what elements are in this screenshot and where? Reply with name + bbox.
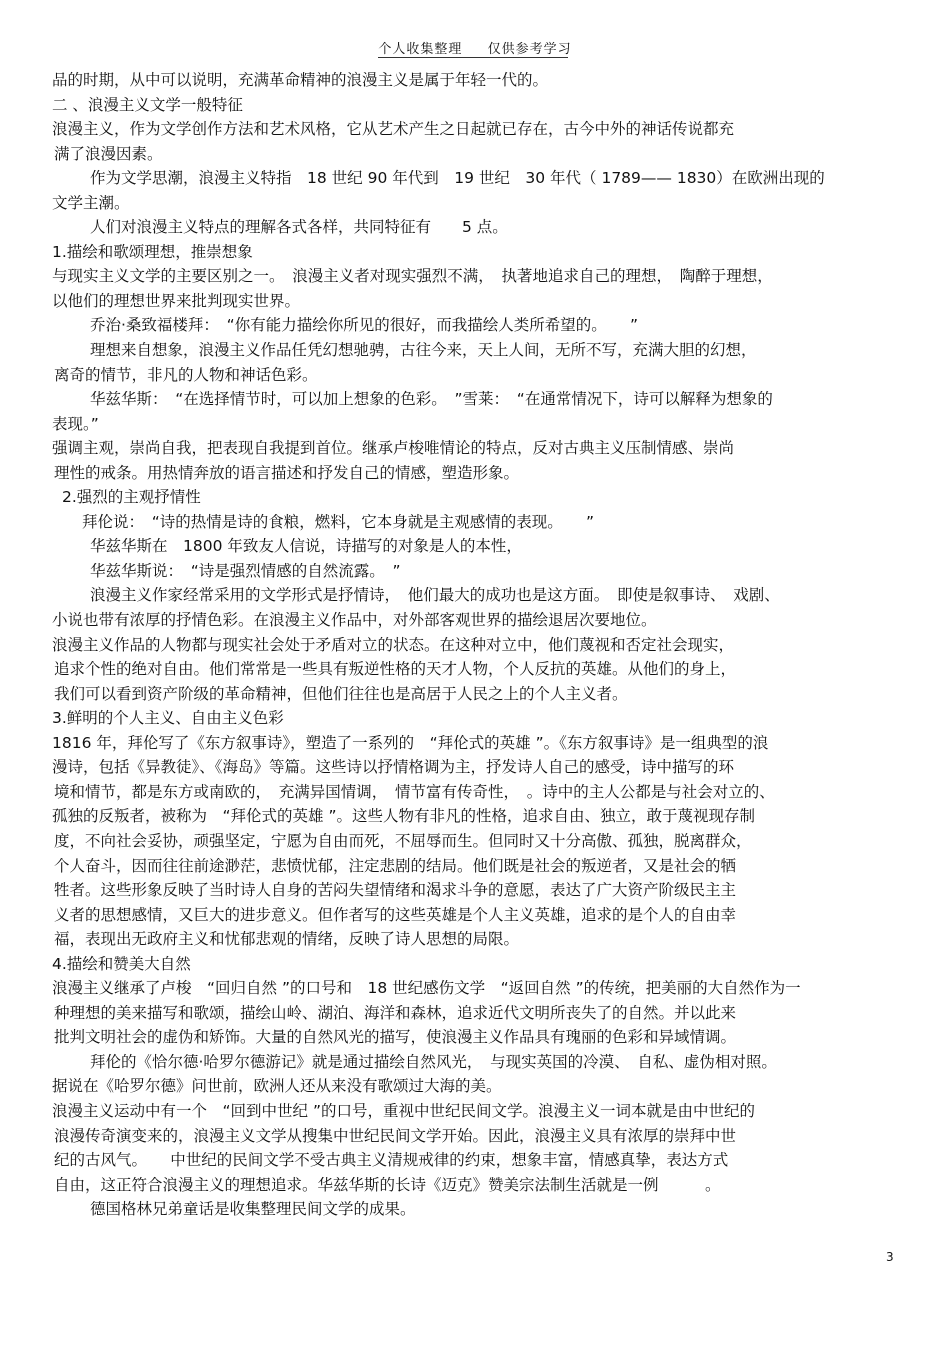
text-line: 度，不向社会妥协，顽强坚定，宁愿为自由而死，不屈辱而生。但同时又十分高傲、孤独，脱离群众， — [54, 831, 752, 850]
text-line: 离奇的情节，非凡的人物和神话色彩。 — [54, 365, 318, 384]
text-line: 强调主观，崇尚自我，把表现自我提到首位。继承卢梭唯情论的特点，反对古典主义压制情感、崇尚 — [52, 439, 735, 458]
text-line: 1816 年，拜伦写了《东方叙事诗》，塑造了一系列的 “拜伦式的英雄 ”。《东方叙事诗》是一组典型的浪 — [52, 733, 769, 752]
text-line: 据说在《哈罗尔德》问世前，欧洲人还从来没有歌颂过大海的美。 — [52, 1077, 502, 1096]
text-line: 批判文明社会的虚伪和矫饰。大量的自然风光的描写，使浪漫主义作品具有瑰丽的色彩和异域情调。 — [54, 1028, 737, 1047]
text-line: 境和情节，都是东方或南欧的， 充满异国情调， 情节富有传奇性， 。诗中的主人公都是与社会对立的、 — [54, 782, 775, 801]
text-line: 种理想的美来描写和歌颂，描绘山岭、湖泊、海洋和森林，追求近代文明所丧失了的自然。并以此来 — [54, 1003, 737, 1022]
text-line: 浪漫传奇演变来的，浪漫主义文学从搜集中世纪民间文学开始。因此，浪漫主义具有浓厚的崇拜中世 — [54, 1126, 737, 1145]
text-line: 浪漫主义作品的人物都与现实社会处于矛盾对立的状态。在这种对立中，他们蔑视和否定社会现实， — [52, 635, 735, 654]
page-number: 3 — [886, 1250, 894, 1264]
text-line: 表现。” — [52, 414, 99, 433]
text-line: 德国格林兄弟童话是收集整理民间文学的成果。 — [90, 1200, 416, 1219]
text-line: 二 、浪漫主义文学一般特征 — [52, 95, 243, 114]
text-line: 文学主潮。 — [52, 193, 130, 212]
text-line: 纪的古风气。 中世纪的民间文学不受古典主义清规戒律的约束，想象丰富，情感真挚，表达方式 — [54, 1151, 729, 1170]
text-line: 拜伦说： “诗的热情是诗的食粮，燃料，它本身就是主观感情的表现。 ” — [82, 512, 595, 531]
text-line: 浪漫主义作家经常采用的文学形式是抒情诗， 他们最大的成功也是这方面。 即使是叙事诗、 戏剧、 — [90, 586, 780, 605]
text-line: 拜伦的《恰尔德·哈罗尔德游记》就是通过描绘自然风光， 与现实英国的冷漠、 自私、虚伪相对照。 — [90, 1052, 777, 1071]
text-line: 自由，这正符合浪漫主义的理想追求。华兹华斯的长诗《迈克》赞美宗法制生活就是一例 。 — [54, 1175, 721, 1194]
text-line: 以他们的理想世界来批判现实世界。 — [52, 291, 301, 310]
text-line: 华兹华斯在 1800 年致友人信说，诗描写的对象是人的本性， — [90, 537, 522, 556]
text-line: 孤独的反叛者，被称为 “拜伦式的英雄 ”。这些人物有非凡的性格，追求自由、独立，敢于蔑视现存制 — [52, 807, 755, 826]
text-line: 我们可以看到资产阶级的革命精神，但他们往往也是高居于人民之上的个人主义者。 — [54, 684, 628, 703]
text-line: 个人奋斗，因而往往前途渺茫，悲愤忧郁，注定悲剧的结局。他们既是社会的叛逆者，又是社会的牺 — [54, 856, 737, 875]
text-line: 华兹华斯说： “诗是强烈情感的自然流露。 ” — [90, 561, 401, 580]
text-line: 理想来自想象，浪漫主义作品任凭幻想驰骋，古往今来，天上人间，无所不写，充满大胆的幻想， — [90, 341, 757, 360]
text-line: 与现实主义文学的主要区别之一。 浪漫主义者对现实强烈不满， 执著地追求自己的理想， 陶醉于理想， — [52, 267, 773, 286]
text-line: 人们对浪漫主义特点的理解各式各样，共同特征有 5 点。 — [90, 218, 508, 237]
header-left-text: 个人收集整理 — [378, 42, 463, 57]
text-line: 2.强烈的主观抒情性 — [62, 488, 201, 507]
text-line: 浪漫主义，作为文学创作方法和艺术风格，它从艺术产生之日起就已存在，古今中外的神话传说都充 — [52, 120, 735, 139]
text-line: 品的时期，从中可以说明，充满革命精神的浪漫主义是属于年轻一代的。 — [52, 71, 549, 89]
text-line: 追求个性的绝对自由。他们常常是一些具有叛逆性格的天才人物，个人反抗的英雄。从他们的身上， — [54, 660, 737, 679]
text-line: 理性的戒条。用热情奔放的语言描述和抒发自己的情感，塑造形象。 — [54, 463, 520, 482]
text-line: 义者的思想感情，又巨大的进步意义。但作者写的这些英雄是个人主义英雄，追求的是个人的自由幸 — [54, 905, 737, 924]
text-line: 1.描绘和歌颂理想，推崇想象 — [52, 242, 253, 261]
text-line: 浪漫主义运动中有一个 “回到中世纪 ”的口号，重视中世纪民间文学。浪漫主义一词本就是由中世纪的 — [52, 1101, 755, 1120]
text-line: 4.描绘和赞美大自然 — [52, 954, 191, 973]
text-line: 牲者。这些形象反映了当时诗人自身的苦闷失望情绪和渴求斗争的意愿，表达了广大资产阶级民主主 — [54, 881, 737, 900]
page-header — [0, 38, 950, 57]
header-divider — [378, 57, 568, 58]
text-line: 小说也带有浓厚的抒情色彩。在浪漫主义作品中，对外部客观世界的描绘退居次要地位。 — [52, 611, 657, 630]
text-line: 福，表现出无政府主义和忧郁悲观的情绪，反映了诗人思想的局限。 — [54, 930, 520, 949]
text-line: 作为文学思潮，浪漫主义特指 18 世纪 90 年代到 19 世纪 30 年代（ 1789—— 1830）在欧洲出现的 — [90, 169, 825, 188]
header-right-text: 仅供参考学习 — [487, 42, 572, 57]
document-body — [52, 68, 902, 1222]
text-line: 乔治·桑致福楼拜： “你有能力描绘你所见的很好，而我描绘人类所希望的。 ” — [90, 316, 638, 335]
text-line: 3.鲜明的个人主义、自由主义色彩 — [52, 709, 284, 728]
text-line: 漫诗，包括《异教徒》、《海岛》等篇。这些诗以抒情格调为主，抒发诗人自己的感受，诗中描写的环 — [52, 758, 735, 777]
text-line: 华兹华斯： “在选择情节时，可以加上想象的色彩。 ”雪莱： “在通常情况下，诗可以解释为想象的 — [90, 390, 773, 409]
text-line: 浪漫主义继承了卢梭 “回归自然 ”的口号和 18 世纪感伤文学 “返回自然 ”的传统，把美丽的大自然作为一 — [52, 979, 801, 998]
text-line: 满了浪漫因素。 — [54, 144, 163, 163]
